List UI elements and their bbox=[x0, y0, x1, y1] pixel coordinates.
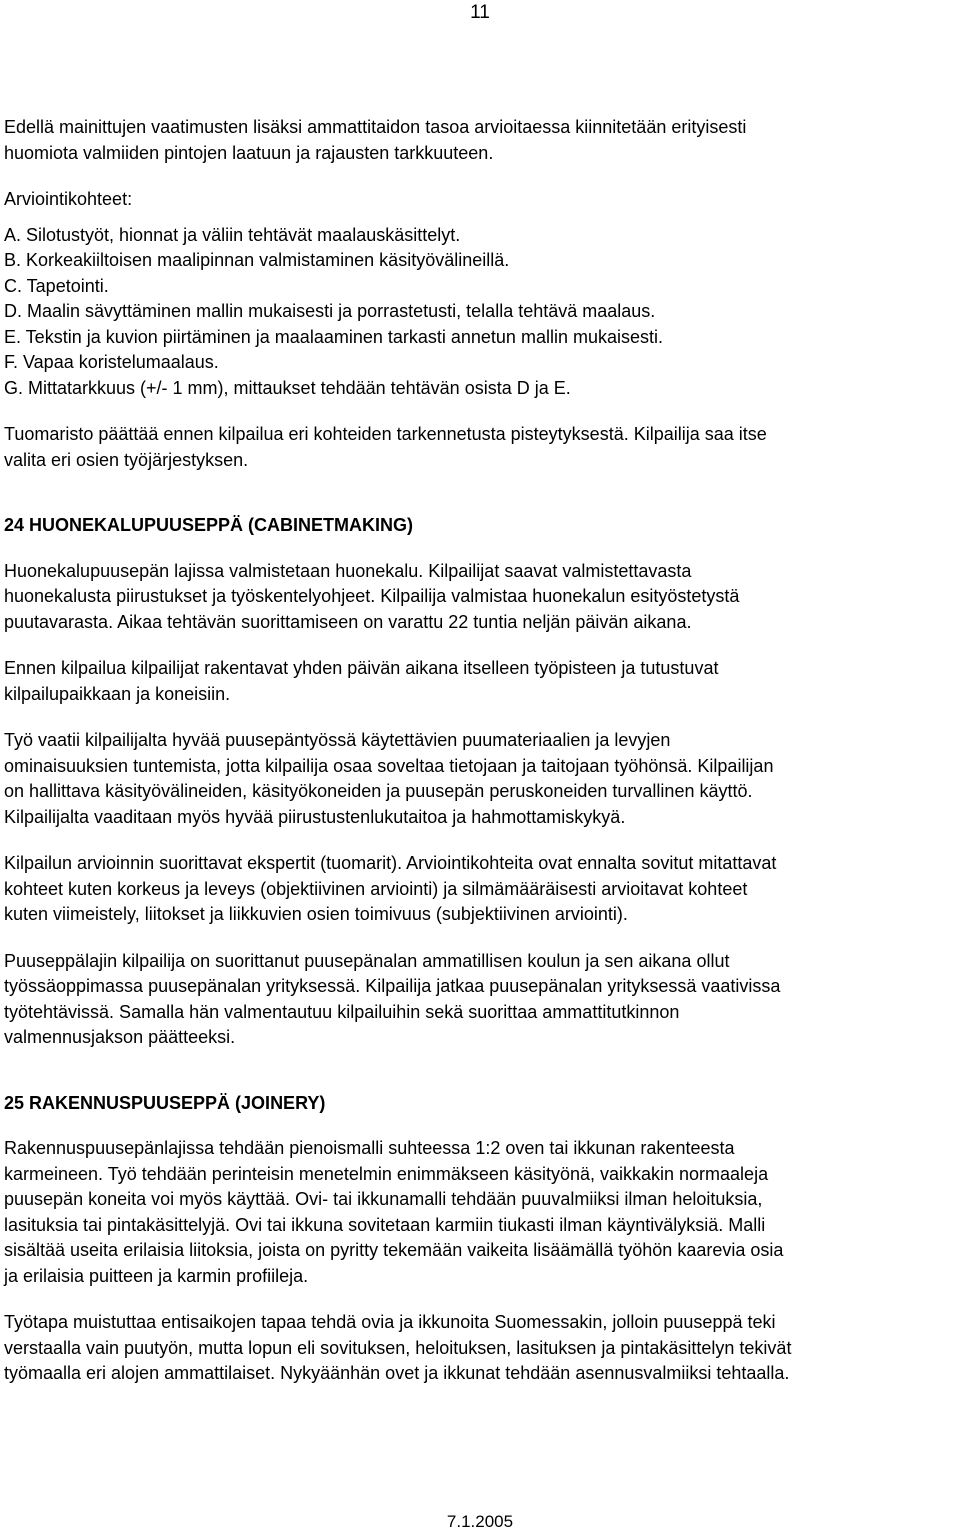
text-line: verstaalla vain puutyön, mutta lopun eli sovituksen, heloituksen, lasituksen ja pintakäsittelyn tekivät bbox=[4, 1337, 792, 1358]
section-24-paragraph bbox=[4, 728, 956, 830]
criteria-item: B. Korkeakiiltoisen maalipinnan valmistaminen käsityövälineillä. bbox=[4, 250, 510, 270]
criteria-item: C. Tapetointi. bbox=[4, 275, 109, 296]
section-24-paragraph bbox=[4, 949, 956, 1051]
text-line: huomiota valmiiden pintojen laatuun ja rajausten tarkkuuteen. bbox=[4, 142, 494, 163]
section-24-paragraph bbox=[4, 851, 956, 928]
jury-note-paragraph bbox=[4, 422, 956, 473]
section-24-paragraph bbox=[4, 656, 956, 707]
criteria-item: D. Maalin sävyttäminen mallin mukaisesti ja porrastetusti, telalla tehtävä maalaus. bbox=[4, 301, 656, 321]
text-line: puusepän koneita voi myös käyttää. Ovi- tai ikkunamalli tehdään puuvalmiiksi ilman heloituksia, bbox=[4, 1189, 763, 1209]
criteria-item: A. Silotustyöt, hionnat ja väliin tehtävät maalauskäsittelyt. bbox=[4, 224, 461, 245]
criteria-item: G. Mittatarkkuus (+/- 1 mm), mittaukset tehdään tehtävän osista D ja E. bbox=[4, 377, 571, 398]
criteria-item: F. Vapaa koristelumaalaus. bbox=[4, 352, 219, 372]
text-line: työssäoppimassa puusepänalan yrityksessä. Kilpailija jatkaa puusepänalan yrityksessä vaativissa bbox=[4, 976, 781, 996]
text-line: lasituksia tai pintakäsittelyjä. Ovi tai ikkuna sovitetaan karmiin tiukasti ilman käyntivälyksiä. Malli bbox=[4, 1214, 766, 1235]
footer-date: 7.1.2005 bbox=[446, 1512, 514, 1531]
text-line: Huonekalupuusepän lajissa valmistetaan huonekalu. Kilpailijat saavat valmistettavasta bbox=[4, 560, 692, 581]
document-body bbox=[4, 115, 956, 1408]
text-line: on hallittava käsityövälineiden, käsityökoneiden ja puusepän peruskoneiden turvallinen käyttö. bbox=[4, 781, 753, 801]
text-line: puutavarasta. Aikaa tehtävän suorittamiseen on varattu 22 tuntia neljän päivän aikana. bbox=[4, 611, 692, 632]
section-24-title: 24 HUONEKALUPUUSEPPÄ (CABINETMAKING) bbox=[4, 515, 414, 535]
section-25-title: 25 RAKENNUSPUUSEPPÄ (JOINERY) bbox=[4, 1092, 326, 1113]
text-line: kuten viimeistely, liitokset ja liikkuvien osien toimivuus (subjektiivinen arviointi). bbox=[4, 904, 628, 924]
text-line: Tuomaristo päättää ennen kilpailua eri kohteiden tarkennetusta pisteytyksestä. Kilpailija saa itse bbox=[4, 424, 767, 444]
text-line: Ennen kilpailua kilpailijat rakentavat yhden päivän aikana itselleen työpisteen ja tutustuvat bbox=[4, 658, 719, 678]
text-line: valmennusjakson päätteeksi. bbox=[4, 1027, 236, 1047]
intro-paragraph bbox=[4, 115, 956, 166]
text-line: Työtapa muistuttaa entisaikojen tapaa tehdä ovia ja ikkunoita Suomessakin, jolloin puuseppä teki bbox=[4, 1312, 776, 1332]
text-line: kilpailupaikkaan ja koneisiin. bbox=[4, 683, 231, 704]
text-line: Puuseppälajin kilpailija on suorittanut puusepänalan ammatillisen koulun ja sen aikana ollut bbox=[4, 950, 730, 971]
text-line: karmeineen. Työ tehdään perinteisin menetelmin enimmäkseen käsityönä, vaikkakin normaaleja bbox=[4, 1163, 769, 1184]
text-line: Rakennuspuusepänlajissa tehdään pienoismalli suhteessa 1:2 oven tai ikkunan rakenteesta bbox=[4, 1138, 735, 1158]
criteria-list bbox=[4, 223, 956, 402]
text-line: sisältää useita erilaisia liitoksia, joista on pyritty tekemään vaikeita lisäämällä työhön kaarevia osia bbox=[4, 1240, 784, 1260]
section-25-paragraph bbox=[4, 1136, 956, 1289]
text-line: Edellä mainittujen vaatimusten lisäksi ammattitaidon tasoa arvioitaessa kiinnitetään erityisesti bbox=[4, 117, 747, 137]
text-line: Kilpailun arvioinnin suorittavat ekspertit (tuomarit). Arviointikohteita ovat ennalta sovitut mitattavat bbox=[4, 853, 777, 873]
section-25-paragraph bbox=[4, 1310, 956, 1387]
text-line: huonekalusta piirustukset ja työskentelyohjeet. Kilpailija valmistaa huonekalun esityöstetystä bbox=[4, 586, 740, 606]
text-line: Työ vaatii kilpailijalta hyvää puusepäntyössä käytettävien puumateriaalien ja levyjen bbox=[4, 730, 671, 750]
text-line: ominaisuuksien tuntemista, jotta kilpailija osaa soveltaa tietojaan ja taitojaan työhönsä. Kilpailijan bbox=[4, 755, 774, 776]
page-number: 11 bbox=[470, 2, 490, 23]
text-line: ja erilaisia puitteen ja karmin profiileja. bbox=[4, 1265, 309, 1286]
criteria-heading: Arviointikohteet: bbox=[4, 189, 133, 209]
text-line: kohteet kuten korkeus ja leveys (objektiivinen arviointi) ja silmämääräisesti arvioitavat kohteet bbox=[4, 878, 748, 899]
text-line: työtehtävissä. Samalla hän valmentautuu kilpailuihin sekä suorittaa ammattitutkinnon bbox=[4, 1001, 680, 1022]
criteria-item: E. Tekstin ja kuvion piirtäminen ja maalaaminen tarkasti annetun mallin mukaisesti. bbox=[4, 326, 663, 347]
section-24-paragraph bbox=[4, 559, 956, 636]
text-line: valita eri osien työjärjestyksen. bbox=[4, 449, 249, 470]
text-line: Kilpailijalta vaaditaan myös hyvää piirustustenlukutaitoa ja hahmottamiskykyä. bbox=[4, 806, 626, 827]
text-line: työmaalla eri alojen ammattilaiset. Nykyäänhän ovet ja ikkunat tehdään asennusvalmiiksi tehtaalla. bbox=[4, 1363, 790, 1383]
